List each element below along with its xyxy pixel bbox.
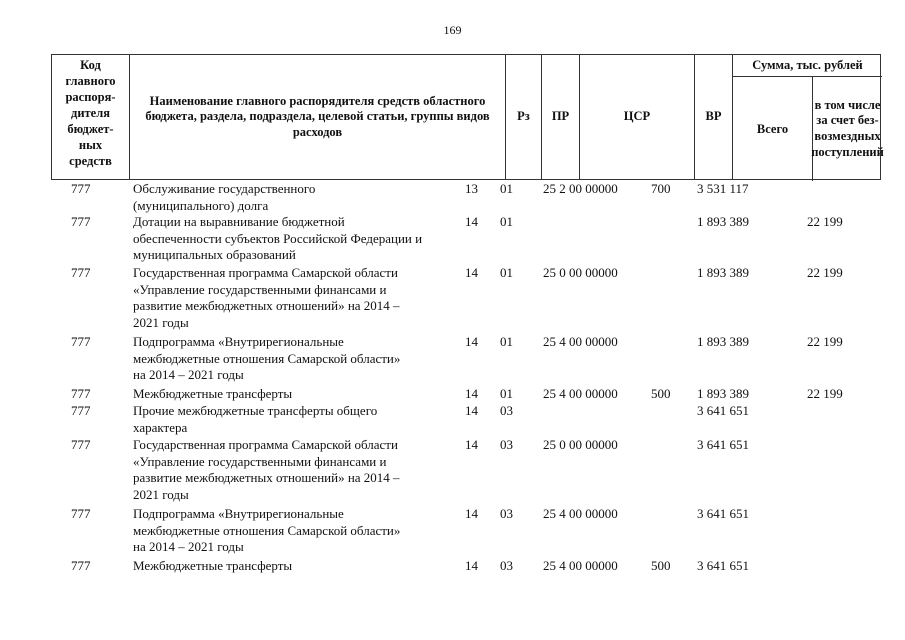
- cell-csr: 25 4 00 00000: [543, 334, 618, 349]
- cell-total: 1 893 389: [697, 214, 749, 229]
- cell-pr: 01: [500, 334, 513, 349]
- cell-total: 1 893 389: [697, 386, 749, 401]
- cell-free: 22 199: [807, 386, 843, 401]
- header-pr: ПР: [542, 55, 580, 179]
- header-code-line: Код: [80, 58, 101, 72]
- cell-total: 3 641 651: [697, 506, 749, 521]
- cell-rz: 13: [465, 181, 478, 196]
- cell-pr: 03: [500, 558, 513, 573]
- cell-total: 3 641 651: [697, 403, 749, 418]
- cell-csr: 25 4 00 00000: [543, 506, 618, 521]
- cell-total: 3 641 651: [697, 437, 749, 452]
- cell-csr: 25 4 00 00000: [543, 386, 618, 401]
- cell-rz: 14: [465, 386, 478, 401]
- cell-vr: 500: [651, 558, 671, 573]
- cell-code: 777: [71, 265, 91, 280]
- cell-rz: 14: [465, 437, 478, 452]
- header-vr: ВР: [695, 55, 733, 179]
- header-incl: в том числе за счет без-возмездных поступлений: [811, 97, 884, 159]
- cell-csr: 25 2 00 00000: [543, 181, 618, 196]
- cell-total: 1 893 389: [697, 265, 749, 280]
- cell-code: 777: [71, 506, 91, 521]
- cell-csr: 25 0 00 00000: [543, 265, 618, 280]
- cell-name: Дотации на выравнивание бюджетной обеспеченности субъектов Российской Федерации и муниципальных образований: [133, 214, 423, 262]
- cell-code: 777: [71, 214, 91, 229]
- cell-code: 777: [71, 437, 91, 452]
- cell-name: Государственная программа Самарской области «Управление государственными финансами и развитие межбюджетных отношений» на 2014 – 2021 годы: [133, 265, 400, 330]
- header-csr: ЦСР: [580, 55, 695, 179]
- page-number: 169: [443, 23, 462, 37]
- header-code-line: дителя: [71, 106, 110, 120]
- header-rz: Рз: [506, 55, 542, 179]
- cell-pr: 01: [500, 181, 513, 196]
- cell-rz: 14: [465, 403, 478, 418]
- cell-pr: 03: [500, 437, 513, 452]
- cell-name: Подпрограмма «Внутрирегиональные межбюджетные отношения Самарской области» на 2014 – 2021 годы: [133, 334, 401, 382]
- cell-rz: 14: [465, 506, 478, 521]
- cell-csr: 25 4 00 00000: [543, 558, 618, 573]
- cell-total: 1 893 389: [697, 334, 749, 349]
- cell-code: 777: [71, 403, 91, 418]
- cell-name: Прочие межбюджетные трансферты общего характера: [133, 403, 378, 435]
- header-name: [130, 55, 506, 179]
- header-code-line: главного: [65, 74, 116, 88]
- cell-pr: 01: [500, 214, 513, 229]
- cell-code: 777: [71, 181, 91, 196]
- cell-name: Государственная программа Самарской области «Управление государственными финансами и развитие межбюджетных отношений» на 2014 – 2021 годы: [133, 437, 400, 502]
- cell-vr: 500: [651, 386, 671, 401]
- cell-code: 777: [71, 334, 91, 349]
- header-code-line: ных: [78, 138, 103, 152]
- header-code-line: бюджет-: [67, 122, 114, 136]
- cell-free: 22 199: [807, 265, 843, 280]
- cell-total: 3 531 117: [697, 181, 749, 196]
- cell-vr: 700: [651, 181, 671, 196]
- cell-code: 777: [71, 558, 91, 573]
- header-code: [52, 55, 130, 179]
- cell-rz: 14: [465, 334, 478, 349]
- cell-pr: 03: [500, 506, 513, 521]
- header-code-line: распоря-: [65, 90, 116, 104]
- cell-name: Межбюджетные трансферты: [133, 558, 293, 573]
- cell-rz: 14: [465, 558, 478, 573]
- cell-name: Обслуживание государственного (муниципального) долга: [133, 181, 316, 213]
- header-code-line: средств: [69, 154, 112, 168]
- cell-name: Подпрограмма «Внутрирегиональные межбюджетные отношения Самарской области» на 2014 – 2021 годы: [133, 506, 401, 554]
- cell-pr: 01: [500, 386, 513, 401]
- cell-code: 777: [71, 386, 91, 401]
- cell-name: Межбюджетные трансферты: [133, 386, 293, 401]
- cell-total: 3 641 651: [697, 558, 749, 573]
- cell-free: 22 199: [807, 214, 843, 229]
- cell-free: 22 199: [807, 334, 843, 349]
- cell-pr: 03: [500, 403, 513, 418]
- cell-pr: 01: [500, 265, 513, 280]
- header-name-text: Наименование главного распорядителя средств областного бюджета, раздела, подраздела, целевой статьи, группы видов расходов: [145, 93, 490, 139]
- header-sum: Сумма, тыс. рублей: [733, 55, 882, 77]
- cell-rz: 14: [465, 265, 478, 280]
- cell-rz: 14: [465, 214, 478, 229]
- cell-csr: 25 0 00 00000: [543, 437, 618, 452]
- table-header: [51, 54, 884, 180]
- header-total: Всего: [733, 77, 813, 181]
